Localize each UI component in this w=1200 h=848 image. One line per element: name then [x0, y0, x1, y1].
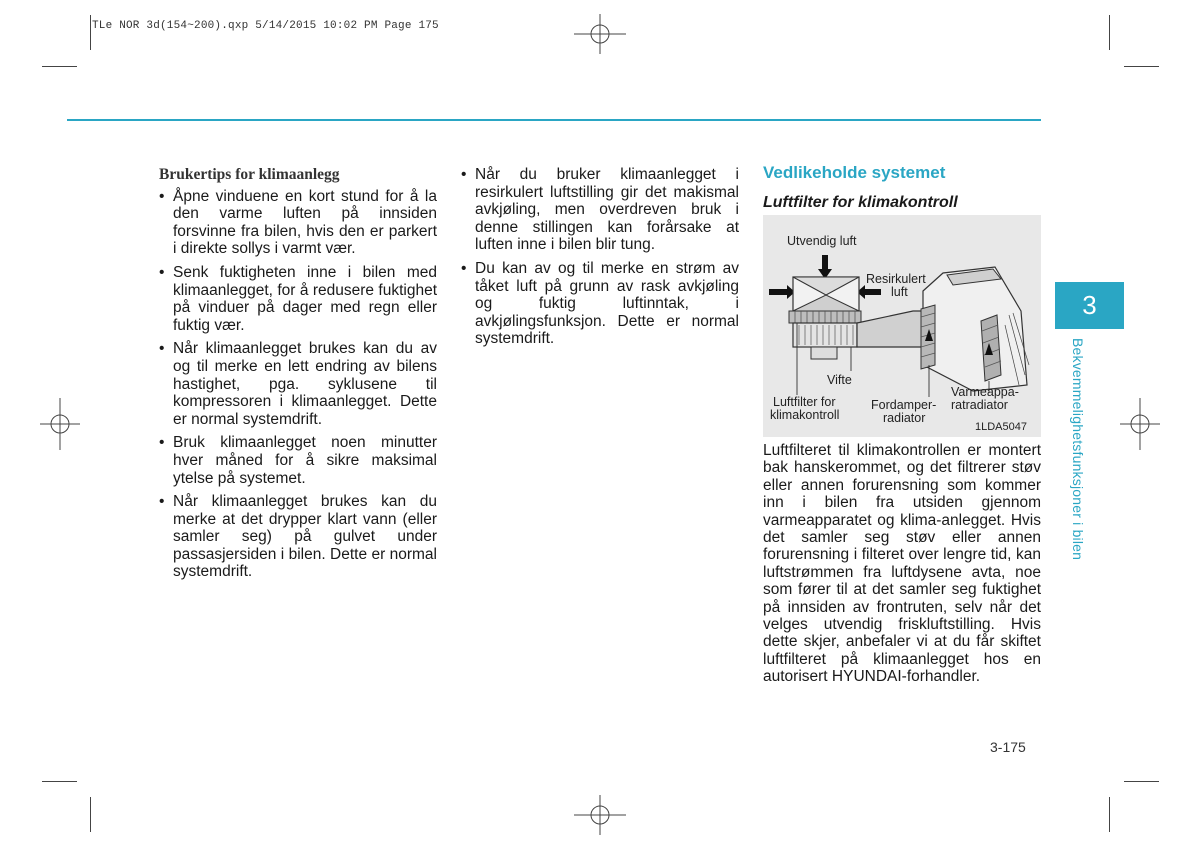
tips-heading: Brukertips for klimaanlegg	[159, 166, 340, 183]
crop-mark	[1124, 66, 1159, 67]
chapter-title: Bekvemmelighetsfunksjoner i bilen	[1070, 338, 1086, 561]
crop-mark	[1124, 781, 1159, 782]
label-outside-air: Utvendig luft	[787, 234, 857, 248]
air-filter-paragraph: Luftfilteret til klimakontrollen er montert bak hanskerommet, og det filtrerer støv eller annen forurensning som kommer inn i bilen fra utsiden gjennom varmeapparatet og klima-anlegget. Hvis det samler seg støv eller annen forurensning i filteret over lengre tid, kan luftstrømmen fra luftdysene avta, noe som fører til at det samler seg fuktighet på innsiden av frontruten, selv når det velges utvendig friskluftstilling. Hvis dette skjer, anbefaler vi at du får skiftet luftfilteret på klimaanlegget hos en autorisert HYUNDAI-forhandler.	[763, 442, 1041, 686]
print-header: TLe NOR 3d(154~200).qxp 5/14/2015 10:02 PM Page 175	[92, 20, 439, 32]
list-item: • Når klimaanlegget brukes kan du av og til merke en lett endring av bilens hastighet, pga. syklusene til kompressoren i klimaanlegget. Dette er normal systemdrift.	[159, 340, 437, 428]
label-recirculated-2: luft	[891, 285, 908, 299]
crop-mark	[42, 66, 77, 67]
registration-mark-right	[1120, 398, 1160, 450]
crop-mark	[90, 15, 91, 50]
header-rule	[67, 119, 1041, 121]
crop-mark	[42, 781, 77, 782]
crop-mark	[1109, 797, 1110, 832]
list-item: • Når klimaanlegget brukes kan du merke at det drypper klart vann (eller samler seg) på gulvet under passasjersiden i bilen. Dette er normal systemdrift.	[159, 493, 437, 581]
label-evaporator-1: Fordamper-	[871, 398, 937, 412]
label-recirculated-1: Resirkulert	[866, 272, 926, 286]
list-item: • Bruk klimaanlegget noen minutter hver måned for å sikre maksimal ytelse på systemet.	[159, 434, 437, 487]
tips-list-continued	[461, 166, 739, 348]
figure-code: 1LDA5047	[975, 421, 1027, 433]
label-filter-1: Luftfilter for	[773, 395, 836, 409]
list-item: • Når du bruker klimaanlegget i resirkulert luftstilling gir det makismal avkjøling, men overdreven bruk i denne stillingen kan forårsake at luften inne i bilen blir tung.	[461, 166, 739, 254]
label-filter-2: klimakontroll	[770, 408, 840, 422]
list-item: • Åpne vinduene en kort stund for å la den varme luften på innsiden forsvinne fra bilen, hvis den er parkert i direkte sollys i varmt vær.	[159, 188, 437, 258]
middle-column	[461, 166, 739, 354]
page-number: 3-175	[990, 739, 1026, 755]
registration-mark-left	[40, 398, 80, 450]
registration-mark-top	[574, 14, 626, 54]
subsection-title: Luftfilter for klimakontroll	[763, 193, 958, 211]
list-item: • Du kan av og til merke en strøm av tåket luft på grunn av rask avkjøling og fuktig luftinntak, i avkjølingsfunksjon. Dette er normal systemdrift.	[461, 260, 739, 348]
chapter-tab: 3	[1055, 282, 1124, 329]
label-evaporator-2: radiator	[883, 411, 926, 425]
label-heater-2: ratradiator	[951, 398, 1008, 412]
crop-mark	[1109, 15, 1110, 50]
tips-list	[159, 188, 437, 581]
air-filter-diagram	[763, 215, 1041, 437]
section-title: Vedlikeholde systemet	[763, 163, 946, 182]
list-item: • Senk fuktigheten inne i bilen med klimaanlegget, for å redusere fuktighet på vinduer på dager med regn eller fuktig vær.	[159, 264, 437, 334]
label-heater-1: Varmeappa-	[951, 385, 1019, 399]
right-column-headings	[763, 164, 1041, 211]
label-fan: Vifte	[827, 373, 852, 387]
crop-mark	[90, 797, 91, 832]
left-column	[159, 166, 437, 587]
registration-mark-bottom	[574, 795, 626, 835]
